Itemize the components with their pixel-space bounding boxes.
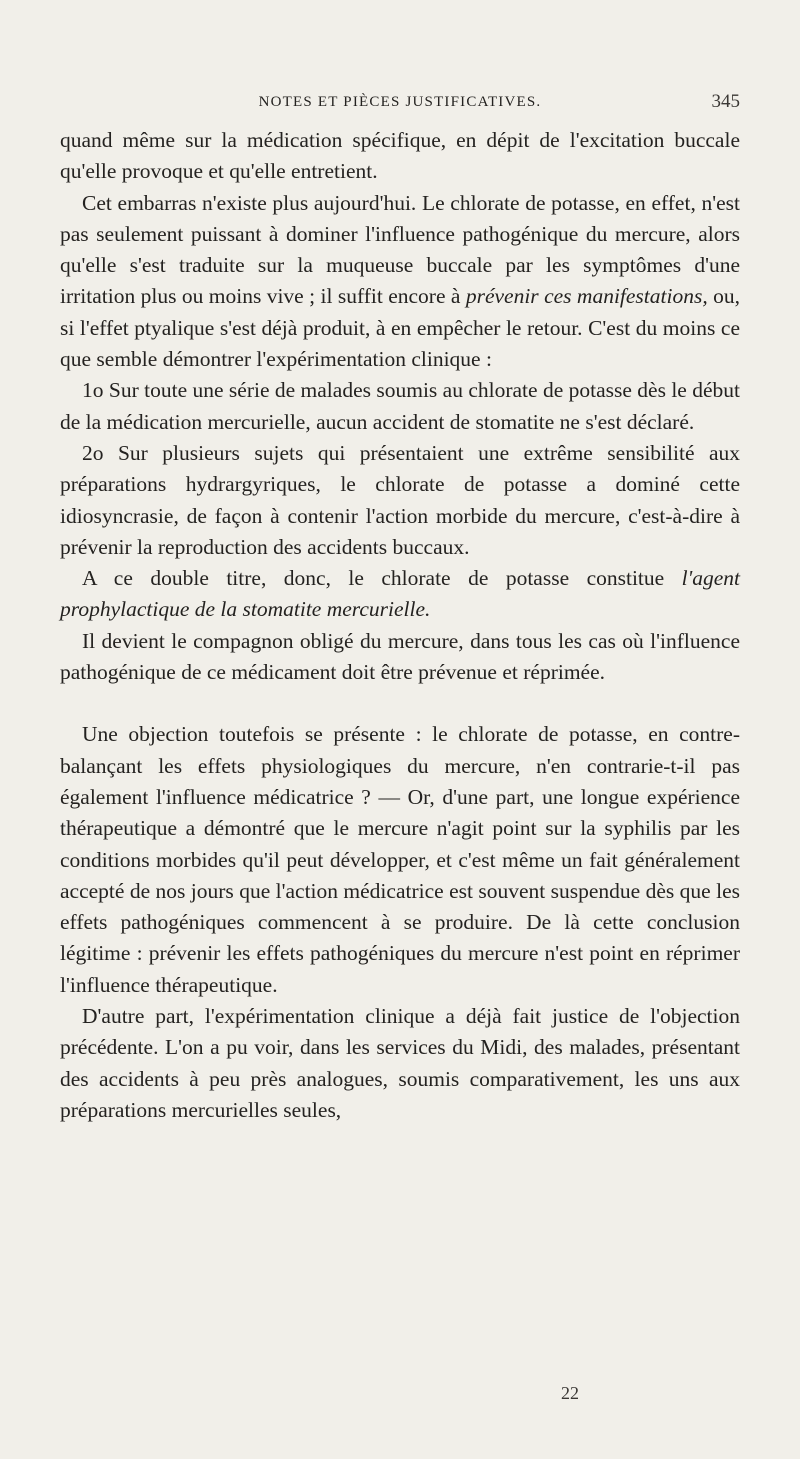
signature-mark: 22 [561,1383,579,1403]
paragraph-4-text: 2o Sur plusieurs sujets qui présentaient une extrême sensibilité aux préparations hydrargyriques, le chlorate de potasse a dominé cette idiosyncrasie, de façon à contenir l'action morbide du mercure, c'est-à-dire à prévenir la reproduction des accidents buccaux. [60,440,740,559]
paragraph-3 [60,375,740,438]
running-head [60,88,740,116]
paragraph-6 [60,626,740,689]
paragraph-7 [60,719,740,1001]
paragraph-8-text: D'autre part, l'expérimentation clinique a déjà fait justice de l'objection précédente. L'on a pu voir, dans les services du Midi, des malades, présentant des accidents à peu près analogues, soumis comparativement, les uns aux préparations mercurielles seules, [60,1004,740,1122]
paragraph-5-text-a: A ce double titre, donc, le chlorate de potasse constitue [82,566,682,591]
paragraph-1 [60,125,740,188]
paragraph-2-text-b: ou, si l'effet ptyalique s'est déjà produit, à en empêcher le retour. C'est du moins ce que semble démontrer l'expérimentation clinique : [60,284,740,372]
paragraph-2 [60,188,740,376]
paragraph-7-text: Une objection toutefois se présente : le chlorate de potasse, en contre-balançant les effets physiologiques du mercure, n'en contrarie-t-il pas également l'influence médicatrice ? — Or, d'une part, une longue expérience thérapeutique a démontré que le mercure n'agit point sur la syphilis par les conditions morbides qu'il peut développer, et c'est même un fait généralement accepté de nos jours que l'action médicatrice est souvent suspendue dès que les effets pathogéniques commencent à se produire. De là cette conclusion légitime : prévenir les effets pathogéniques du mercure n'est point en réprimer l'influence thérapeutique. [60,722,740,997]
paragraph-6-text: Il devient le compagnon obligé du mercure, dans tous les cas où l'influence pathogénique de ce médicament doit être prévenue et réprimée. [60,628,740,685]
running-head-title: NOTES ET PIÈCES JUSTIFICATIVES. [258,94,542,110]
paragraph-3-text: 1o Sur toute une série de malades soumis au chlorate de potasse dès le début de la médication mercurielle, aucun accident de stomatite ne s'est déclaré. [60,378,740,434]
paragraph-4 [60,438,740,563]
paragraph-8 [60,1001,740,1126]
page-number: 345 [711,91,740,112]
paragraph-5 [60,563,740,626]
paragraph-2-text-a: Cet embarras n'existe plus aujourd'hui. Le chlorate de potasse, en effet, n'est pas seulement puissant à dominer l'influence pathogénique du mercure, alors qu'elle s'est traduite sur la muqueuse buccale par les symptômes d'une irritation plus ou moins vive ; il suffit encore à [60,190,740,309]
paragraph-2-emphasis: prévenir ces manifestations, [465,284,708,309]
body-text [60,125,740,1126]
paragraph-1-text: quand même sur la médication spécifique, en dépit de l'excitation buccale qu'elle provoque et qu'elle entretient. [60,128,740,184]
paragraph-5-emphasis: l'agent prophylactique de la stomatite mercurielle. [60,566,740,622]
